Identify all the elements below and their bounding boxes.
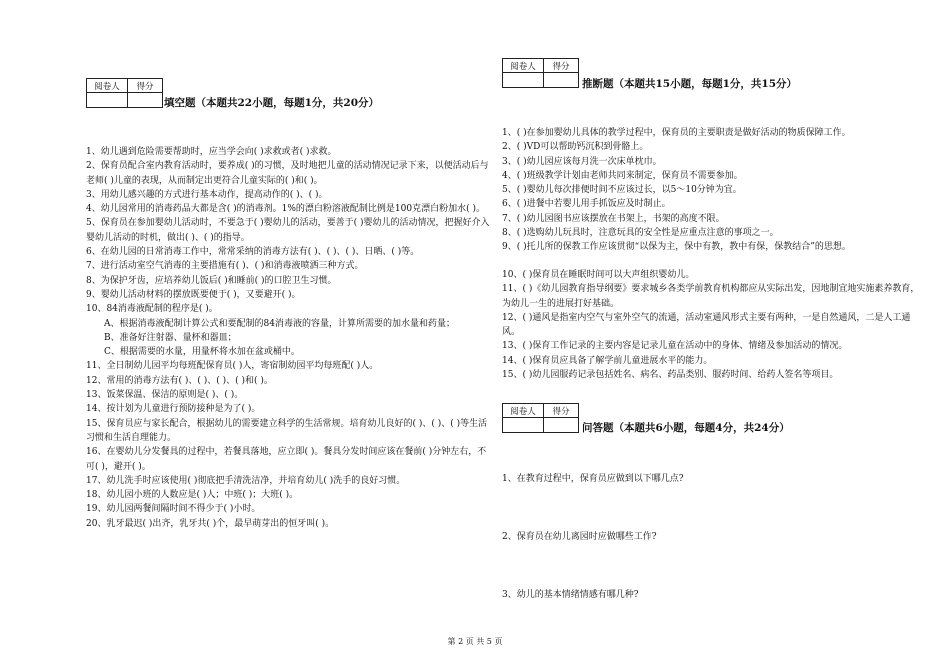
q10-option: A、根据消毒液配制计算公式和要配制的84消毒液的容量，计算所需要的加水量和药量； xyxy=(104,318,455,329)
judge-question: 2、( )VD可以帮助钙沉积到骨骼上。 xyxy=(502,142,649,153)
qa-question-2: 2、保育员在幼儿离园时应做哪些工作? xyxy=(502,532,657,542)
fill-question-list xyxy=(86,145,490,531)
page-footer: 第 2 页 共 5 页 xyxy=(447,637,503,646)
fill-question: 16、在婴幼儿分发餐具的过程中，若餐具落地，应立即( )。餐具分发时间应该在餐前( )分钟左右，不可( )，避开( )。 xyxy=(86,447,487,472)
score-box-qa xyxy=(502,403,579,433)
judge-question: 8、( )选购幼儿玩具时，注意玩具的安全性是应重点注意的事项之一。 xyxy=(502,228,779,239)
judge-question: 11、( )《幼儿园教育指导纲要》要求城乡各类学前教育机构都应从实际出发，因地制宜地实施素养教育，为幼儿一生的进展打好基础。 xyxy=(502,284,920,309)
reviewer-cell[interactable] xyxy=(87,93,128,108)
fill-question: 7、进行活动室空气消毒的主要措施有( )、( )和消毒液喷洒三种方式。 xyxy=(86,261,364,272)
fill-question: 18、幼儿园小班的人数应是( )人；中班( )；大班( )。 xyxy=(86,490,299,501)
fill-question: 20、乳牙最迟( )出齐，乳牙共( )个，最早萌芽出的恒牙叫( )。 xyxy=(86,518,335,529)
fill-question: 11、全日制幼儿园平均每班配保育员( )人，寄宿制幼园平均每班配( )人。 xyxy=(86,361,379,372)
fill-question: 6、在幼儿园的日常消毒工作中，常常采纳的消毒方法有( )、( )、( )、日晒、( )等。 xyxy=(86,247,420,258)
fill-question: 15、保育员应与家长配合，根据幼儿的需要建立科学的生活常规。培育幼儿良好的( )、( )、( )等生活习惯和生活自理能力。 xyxy=(86,418,488,443)
judge-question: 13、( )保育工作记录的主要内容是记录儿童在活动中的身体、情绪及参加活动的情况。 xyxy=(502,341,848,352)
judge-question: 3、( )幼儿园应该每月洗一次床单枕巾。 xyxy=(502,156,662,167)
judge-question: 15、( )幼儿园服药记录包括姓名、病名、药品类别、服药时间、给药人签名等项目。 xyxy=(502,370,839,381)
fill-question: 9、婴幼儿活动材料的摆放既要便于( )，又要避开( )。 xyxy=(86,289,301,300)
reviewer-cell[interactable] xyxy=(503,73,544,88)
fill-question: 12、常用的消毒方法有( )、( )、( )、( )和( )。 xyxy=(86,375,273,386)
fill-question: 4、幼儿园常用的消毒药品大都是含( )的消毒剂。1%的漂白粉溶液配制比例是100克漂白粉加水( )。 xyxy=(86,204,485,215)
score-box-fill xyxy=(86,78,163,108)
fill-question: 8、为保护牙齿，应培养幼儿饭后( )和睡前( )的口腔卫生习惯。 xyxy=(86,275,337,286)
score-cell[interactable] xyxy=(544,418,579,433)
judge-question: 1、( )在参加婴幼儿具体的教学过程中，保育员的主要职责是做好活动的物质保障工作。 xyxy=(502,128,851,138)
fill-question: 2、保育员配合室内教育活动时，要养成( )的习惯，及时地把儿童的活动情况记录下来，以便活动后与老师( )儿童的表现，从而制定出更符合儿童实际的( )和( )。 xyxy=(86,161,489,186)
judge-question-list-b xyxy=(502,268,920,382)
qa-section-title: 问答题（本题共6小题，每题4分，共24分） xyxy=(582,422,790,434)
score-label: 得分 xyxy=(544,404,579,418)
score-cell[interactable] xyxy=(544,73,579,88)
judge-question: 9、( )托儿所的保教工作应该贯彻“以保为主，保中有教，教中有保，保教结合”的思想。 xyxy=(502,242,851,253)
fill-question: 10、84消毒液配制的程序是( )。 xyxy=(86,304,218,315)
fill-question: 19、幼儿园两餐间隔时间不得少于( )小时。 xyxy=(86,504,261,515)
qa-question-1: 1、在教育过程中，保育员应做到以下哪几点? xyxy=(502,474,684,484)
judge-question: 5、( )婴幼儿每次排便时间不应该过长，以5～10分钟为宜。 xyxy=(502,185,742,196)
qa-question-3: 3、幼儿的基本情绪情感有哪几种? xyxy=(502,590,639,600)
fill-question: 14、按计划为儿童进行预防接种是为了( )。 xyxy=(86,404,261,415)
q10-option: C、根据需要的水量，用量杯将水加在盆或桶中。 xyxy=(104,347,300,358)
fill-question: 13、饭菜保温、保洁的原则是( )、( )。 xyxy=(86,390,244,401)
score-label: 得分 xyxy=(128,79,163,93)
judge-question: 10、( )保育员在睡眠时间可以大声组织婴幼儿。 xyxy=(502,270,695,280)
fill-question: 17、幼儿洗手时应该使用( )彻底把手清洗洁净，并培育幼儿( )洗手的良好习惯。 xyxy=(86,475,406,486)
score-box-judge xyxy=(502,58,579,88)
judge-question-list xyxy=(502,126,920,255)
q10-option: B、准备好注射器、量杯和器皿； xyxy=(104,332,237,343)
reviewer-label: 阅卷人 xyxy=(503,59,544,73)
fill-question: 1、幼儿遇到危险需要帮助时，应当学会向( )求救或者( )求救。 xyxy=(86,147,337,157)
reviewer-label: 阅卷人 xyxy=(503,404,544,418)
judge-question: 7、( )幼儿园图书应该摆放在书架上，书架的高度不限。 xyxy=(502,213,725,224)
score-cell[interactable] xyxy=(128,93,163,108)
judge-question: 6、( )进餐中若婴儿用手抓饭应及时制止。 xyxy=(502,199,671,210)
fill-section-title: 填空题（本题共22小题，每题1分，共20分） xyxy=(164,97,380,109)
judge-question: 4、( )班级教学计划由老师共同来制定，保育员不需要参加。 xyxy=(502,170,743,181)
judge-question: 12、( )通风是指室内空气与室外空气的流通，活动室通风形式主要有两种，一是自然通风，二是人工通风。 xyxy=(502,312,911,338)
fill-question: 5、保育员在参加婴幼儿活动时，不要急于( )婴幼儿的活动，要善于( )婴幼儿的活动情况，把握好介入婴幼儿活动的时机，做出( )、( )的指导。 xyxy=(86,218,490,243)
fill-question: 3、用幼儿感兴趣的方式进行基本动作，提高动作的( )、( )。 xyxy=(86,189,328,200)
reviewer-label: 阅卷人 xyxy=(87,79,128,93)
reviewer-cell[interactable] xyxy=(503,418,544,433)
judge-section-title: 推断题（本题共15小题，每题1分，共15分） xyxy=(582,78,798,90)
score-label: 得分 xyxy=(544,59,579,73)
judge-question: 14、( )保育员应具备了解学前儿童进展水平的能力。 xyxy=(502,355,713,366)
